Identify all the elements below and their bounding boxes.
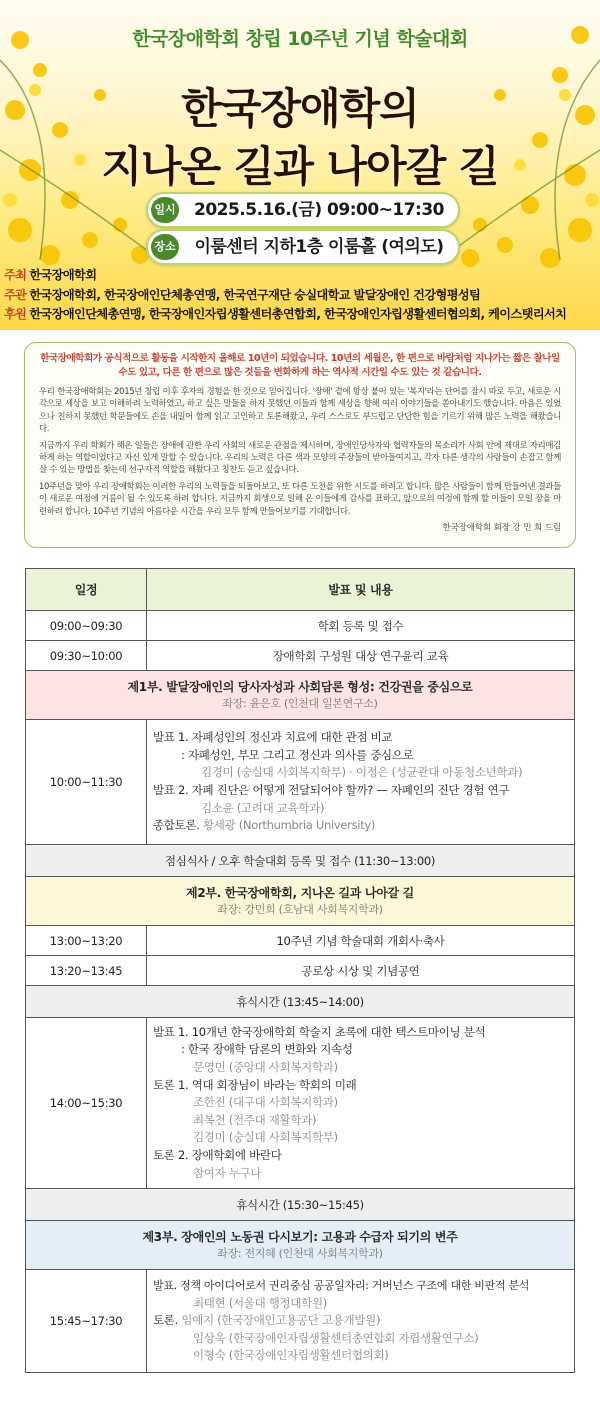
date-pill: [146, 192, 460, 228]
organizer-line: [4, 286, 480, 303]
talk-subtitle: : 자폐성인, 부모 그리고 정신과 의사를 중심으로: [181, 747, 414, 762]
row-content: 공로상 시상 및 기념공연: [147, 956, 575, 986]
row-content: [147, 720, 575, 845]
schedule-table: [25, 568, 575, 1373]
break-text: 휴식시간 (15:30~15:45): [26, 1189, 575, 1221]
discussion-title: 토론 2. 장애학회에 바란다: [153, 1147, 282, 1162]
break-text: 휴식시간 (13:45~14:00): [26, 986, 575, 1018]
row-content: 10주년 기념 학술대회 개회사·축사: [147, 926, 575, 956]
event-subtitle: 한국장애학회 창립 10주년 기념 학술대회: [132, 28, 468, 50]
presenter: 김경미 (숭실대 사회복지학부) · 이정은 (성균관대 아동청소년학과): [201, 765, 523, 780]
row-time: 09:30~10:00: [26, 641, 147, 671]
sponsor-line: [4, 305, 566, 322]
discussion-line: [153, 817, 568, 835]
row-content: [147, 1018, 575, 1189]
talk-subtitle: : 한국 장애학 담론의 변화와 지속성: [181, 1042, 353, 1057]
header-content: 발표 및 내용: [147, 569, 575, 611]
intro-message-box: [24, 342, 576, 548]
presenter: 김소윤 (고려대 교육학과): [201, 800, 325, 815]
row-time: 10:00~11:30: [26, 720, 147, 845]
sponsor-value: 한국장애인단체총연맹, 한국장애인자립생활센터총연합회, 한국장애인자립생활센터협의회, 케이스탯리서치: [29, 307, 567, 321]
discussant: 참여자 누구나: [193, 1165, 262, 1180]
talk-title: 발표 2. 자폐 진단은 어떻게 전달되어야 할까? — 자폐인의 진단 경험 연구: [153, 783, 510, 797]
presenter: 최태현 (서울대 행정대학원): [193, 1295, 327, 1310]
section-2-title: 제2부. 한국장애학회, 지나온 길과 나아갈 길: [186, 885, 414, 900]
host-value: 한국장애학회: [29, 268, 97, 282]
discussant: 임상욱 (한국장애인자립생활센터총연합회 자립생활연구소): [193, 1330, 479, 1345]
section-3-chair: 좌장: 전지혜 (인천대 사회복지학과): [217, 1246, 383, 1260]
section-3-header: [26, 1221, 575, 1270]
row-content: [147, 1270, 575, 1373]
break-row: [26, 1189, 575, 1221]
discussant: 김경미 (숭실대 사회복지학부): [193, 1130, 338, 1145]
place-pill: [146, 229, 460, 265]
row-time: 14:00~15:30: [26, 1018, 147, 1189]
intro-paragraph-1: 우리 한국장애학회는 2015년 창립 이후 후자의 경험을 한 것으로 믿어집니다. '장애' 곁에 항상 붙어 있는 '복지'라는 단어를 잠시 따로 두고, 새로운 시각으로 세상을 보고 이해하려 노력하였고, 하고 싶은 말들을 하지 못했던 이들과 함께 세상을 향해 여러 이야기들을 쏟아내기도 했습니다. 마음은 있었으나 친하지 못했던 학문들에도 손을 내밀어 함께 읽고 고민하고 토론해왔고, 우리 스스로도 부드럽고 단단한 힘을 기르기 위해 많은 노력을 해왔습니다.: [39, 386, 561, 434]
section-2-chair: 좌장: 강민희 (호남대 사회복지학과): [217, 902, 383, 916]
talk-title: 발표. 정책 아이디어로서 권리중심 공공일자리: 거버넌스 구조에 대한 비판적 분석: [153, 1279, 530, 1293]
section-2-header: [26, 877, 575, 926]
lunch-text: 점심식사 / 오후 학술대회 등록 및 접수 (11:30~13:00): [26, 845, 575, 877]
table-row: [26, 926, 575, 956]
sponsor-label: 후원: [4, 307, 27, 321]
presenter: 문영민 (중앙대 사회복지학과): [193, 1060, 338, 1075]
intro-lead: 한국장애학회가 공식적으로 활동을 시작한지 올해로 10년이 되었습니다. 10년의 세월은, 한 편으로 바람처럼 지나가는 짧은 찰나일 수도 있고, 다른 한 편으로 많은 것들을 변화하게 하는 역사적 시간일 수도 있는 것 같습니다.: [40, 353, 560, 378]
place-label: 장소: [151, 234, 179, 260]
table-row: [26, 956, 575, 986]
table-row: [26, 641, 575, 671]
row-time: 15:45~17:30: [26, 1270, 147, 1373]
organizer-label: 주관: [4, 288, 27, 302]
host-label: 주최: [4, 268, 27, 282]
row-content: 장애학회 구성원 대상 연구윤리 교육: [147, 641, 575, 671]
intro-paragraph-2: 지금까지 우리 학회가 해온 일들은 장애에 관한 우리 사회의 새로운 관점을 제시하며, 장애인당사자와 협력자들의 목소리가 사회 안에 제대로 자리매김하게 하는 역할이었다고 자신 있게 말할 수 있습니다. 우리의 노력은 다른 색과 모양의 주장들이 받아들여지고, 각자 다른 생각의 사람들이 손잡고 함께 살 수 있는 방법을 찾는데 선구자적 역할을 해왔다고 칭찬도 듣고 싶습니다.: [39, 439, 561, 475]
event-banner: [0, 0, 600, 330]
intro-signature: 한국장애학회 회장 강 민 희 드림: [442, 522, 561, 533]
discussion-label: 종합토론.: [153, 818, 200, 833]
discussant: 조한진 (대구대 사회복지학과): [193, 1095, 338, 1110]
section-1-title: 제1부. 발달장애인의 당사자성과 사회담론 형성: 건강권을 중심으로: [127, 679, 473, 694]
table-row: [26, 611, 575, 641]
section-3-title: 제3부. 장애인의 노동권 다시보기: 고용과 수급자 되기의 변주: [142, 1229, 458, 1244]
host-line: [4, 266, 96, 283]
date-label: 일시: [151, 197, 179, 223]
discussant: 이형숙 (한국장애인자립생활센터협의회): [193, 1348, 389, 1363]
header-time: 일정: [26, 569, 147, 611]
date-value: 2025.5.16.(금) 09:00~17:30: [193, 200, 445, 220]
talk-title: 발표 1. 자폐성인의 정신과 치료에 대한 관점 비교: [153, 730, 393, 745]
row-time: 13:00~13:20: [26, 926, 147, 956]
row-content: 학회 등록 및 접수: [147, 611, 575, 641]
discussant: 황세광 (Northumbria University): [199, 818, 376, 833]
discussion-label: 토론.: [153, 1313, 178, 1328]
discussant: 최복천 (전주대 재활학과): [193, 1112, 317, 1127]
row-time: 09:00~09:30: [26, 611, 147, 641]
row-time: 13:20~13:45: [26, 956, 147, 986]
organizer-value: 한국장애학회, 한국장애인단체총연맹, 한국연구재단 숭실대학교 발달장애인 건강형평성팀: [29, 288, 481, 302]
discussion-line: [153, 1312, 568, 1330]
place-value: 이룸센터 지하1층 이룸홀 (여의도): [194, 237, 444, 257]
table-row: [26, 720, 575, 845]
section-1-chair: 좌장: 윤은호 (인천대 일본연구소): [222, 696, 378, 710]
lunch-row: [26, 845, 575, 877]
break-row: [26, 986, 575, 1018]
discussant: 임예지 (한국장애인고용공단 고용개발원): [177, 1313, 381, 1328]
table-row: [26, 1270, 575, 1373]
table-row: [26, 1018, 575, 1189]
talk-title: 발표 1. 10개년 한국장애학회 학술지 초록에 대한 텍스트마이닝 분석: [153, 1024, 486, 1039]
discussion-title: 토론 1. 역대 회장님이 바라는 학회의 미래: [153, 1077, 357, 1092]
event-title-line1: 한국장애학의: [181, 84, 419, 133]
intro-paragraph-3: 10주년을 맞아 우리 장애학회는 이러한 우리의 노력들을 되돌아보고, 또 다른 도전을 위한 시도를 하려고 합니다. 많은 사람들이 함께 만들어낸 결과들이 새로운 여정에 거름이 될 수 있도록 하려 합니다. 지금까지 회생으로 일해 온 이들에게 감사를 표하고, 앞으로의 여정에 함께 할 이들이 모일 장을 마련하려 합니다. 10주년 기념의 아름다운 시간을 우리 모두 함께 만들어보기를 기대합니다.: [39, 480, 561, 516]
table-header-row: [26, 569, 575, 611]
event-title-line2: 지나온 길과 나아갈 길: [101, 142, 499, 191]
section-1-header: [26, 671, 575, 720]
